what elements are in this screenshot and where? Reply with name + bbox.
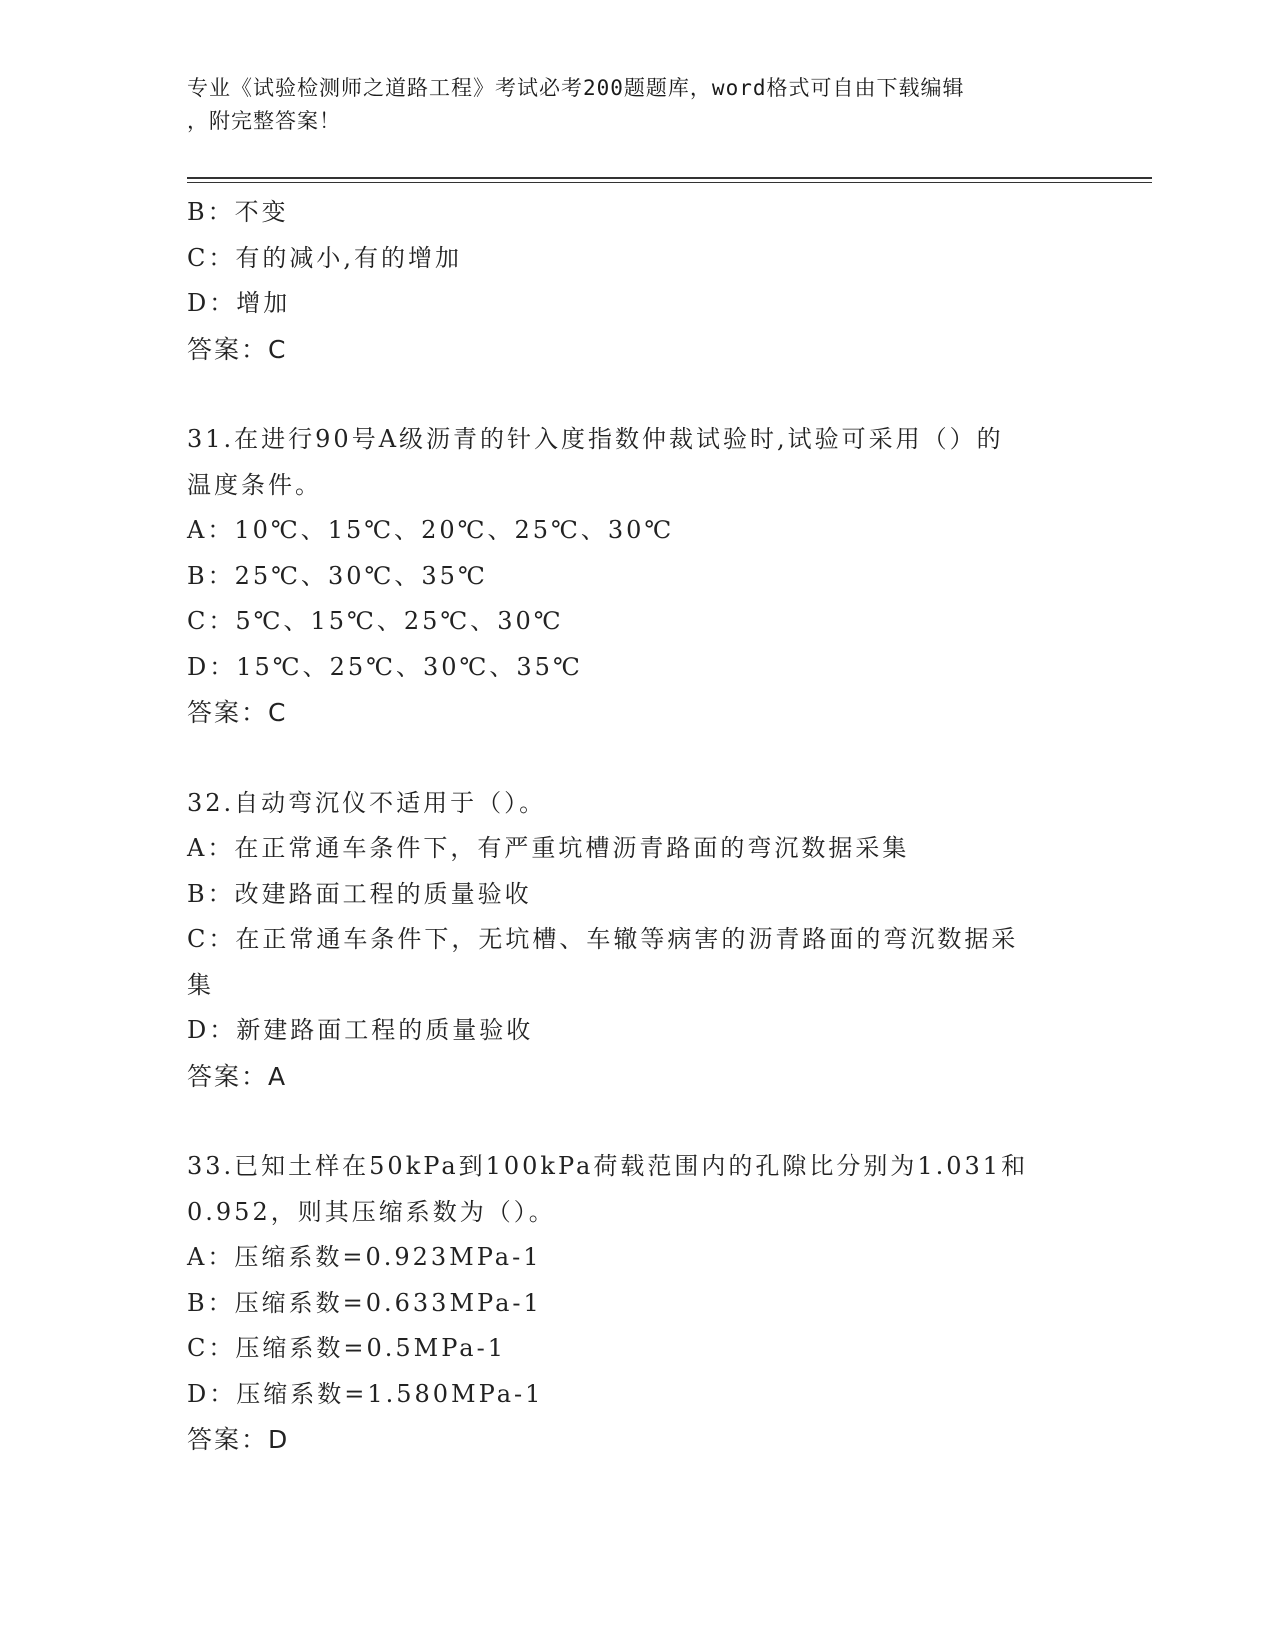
document-body [187,190,1087,1463]
option-c: C：有的减小,有的增加 [187,243,462,272]
option-b: B：压缩系数=0.633MPa-1 [187,1288,542,1317]
option-a: A：10℃、15℃、20℃、25℃、30℃ [187,516,675,544]
option-a: A：压缩系数=0.923MPa-1 [187,1243,542,1271]
answer: 答案：D [187,1425,290,1454]
spacer [187,736,1087,781]
option-c-cont: 集 [187,970,214,999]
header-line-1: 专业《试验检测师之道路工程》考试必考200题题库，word格式可自由下载编辑 [187,76,965,100]
question-stem: 31.在进行90号A级沥青的针入度指数仲裁试验时,试验可采用（）的 [187,425,1004,453]
question-31 [187,417,1087,736]
document-header [187,72,1067,138]
question-33 [187,1144,1087,1463]
question-30-tail [187,190,1087,372]
question-32 [187,781,1087,1100]
option-d: D：压缩系数=1.580MPa-1 [187,1379,544,1408]
option-a: A：在正常通车条件下，有严重坑槽沥青路面的弯沉数据采集 [187,834,910,862]
question-stem-cont: 温度条件。 [187,470,322,499]
option-c: C：在正常通车条件下，无坑槽、车辙等病害的沥青路面的弯沉数据采 [187,925,1019,953]
option-c: C：压缩系数=0.5MPa-1 [187,1334,506,1362]
spacer [187,1099,1087,1144]
header-divider [187,177,1152,183]
answer: 答案：C [187,698,288,727]
question-stem-cont: 0.952，则其压缩系数为（）。 [187,1197,556,1226]
header-line-2: ，附完整答案！ [187,109,341,133]
option-b: B：25℃、30℃、35℃ [187,561,488,590]
option-b: B：改建路面工程的质量验收 [187,879,532,908]
answer: 答案：C [187,334,288,364]
option-d: D：15℃、25℃、30℃、35℃ [187,652,583,681]
option-b: B：不变 [187,198,289,226]
answer: 答案：A [187,1061,288,1091]
question-stem: 32.自动弯沉仪不适用于（）。 [187,788,547,817]
spacer [187,372,1087,417]
option-d: D：新建路面工程的质量验收 [187,1016,534,1044]
question-stem: 33.已知土样在50kPa到100kPa荷载范围内的孔隙比分别为1.031和 [187,1152,1029,1180]
option-d: D：增加 [187,289,291,317]
option-c: C：5℃、15℃、25℃、30℃ [187,607,564,635]
